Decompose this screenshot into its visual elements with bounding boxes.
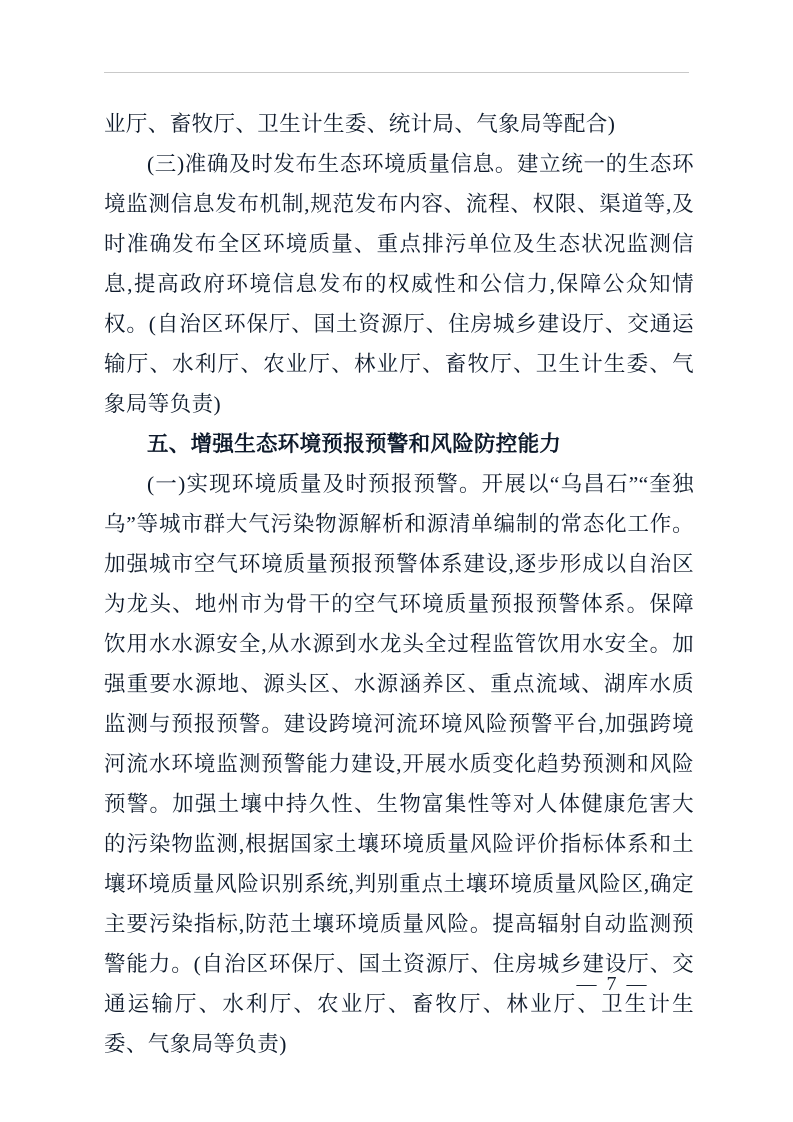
page-number-right-dash: — [626, 973, 647, 995]
document-body [104, 104, 694, 1064]
header-divider [104, 72, 689, 73]
paragraph-section-three: (三)准确及时发布生态环境质量信息。建立统一的生态环境监测信息发布机制,规范发布内容、流程、权限、渠道等,及时准确发布全区环境质量、重点排污单位及生态状况监测信息,提高政府环境信息发布的权威性和公信力,保障公众知情权。(自治区环保厅、国土资源厅、住房城乡建设厅、交通运输厅、水利厅、农业厅、林业厅、畜牧厅、卫生计生委、气象局等负责) [104, 152, 694, 416]
paragraph-section-one: (一)实现环境质量及时预报预警。开展以“乌昌石”“奎独乌”等城市群大气污染物源解析和源清单编制的常态化工作。加强城市空气环境质量预报预警体系建设,逐步形成以自治区为龙头、地州市为骨干的空气环境质量预报预警体系。保障饮用水水源安全,从水源到水龙头全过程监管饮用水安全。加强重要水源地、源头区、水源涵养区、重点流域、湖库水质监测与预报预警。建设跨境河流环境风险预警平台,加强跨境河流水环境监测预警能力建设,开展水质变化趋势预测和风险预警。加强土壤中持久性、生物富集性等对人体健康危害大的污染物监测,根据国家土壤环境质量风险评价指标体系和土壤环境质量风险识别系统,判别重点土壤环境质量风险区,确定主要污染指标,防范土壤环境质量风险。提高辐射自动监测预警能力。(自治区环保厅、国土资源厅、住房城乡建设厅、交通运输厅、水利厅、农业厅、畜牧厅、林业厅、卫生计生委、气象局等负责) [104, 472, 694, 1056]
paragraph-continued: 业厅、畜牧厅、卫生计生委、统计局、气象局等配合) [104, 112, 616, 136]
page-number [0, 973, 793, 996]
heading-section-five: 五、增强生态环境预报预警和风险防控能力 [147, 432, 562, 456]
page-number-left-dash: — [576, 973, 597, 995]
page-number-value: 7 [606, 973, 617, 995]
